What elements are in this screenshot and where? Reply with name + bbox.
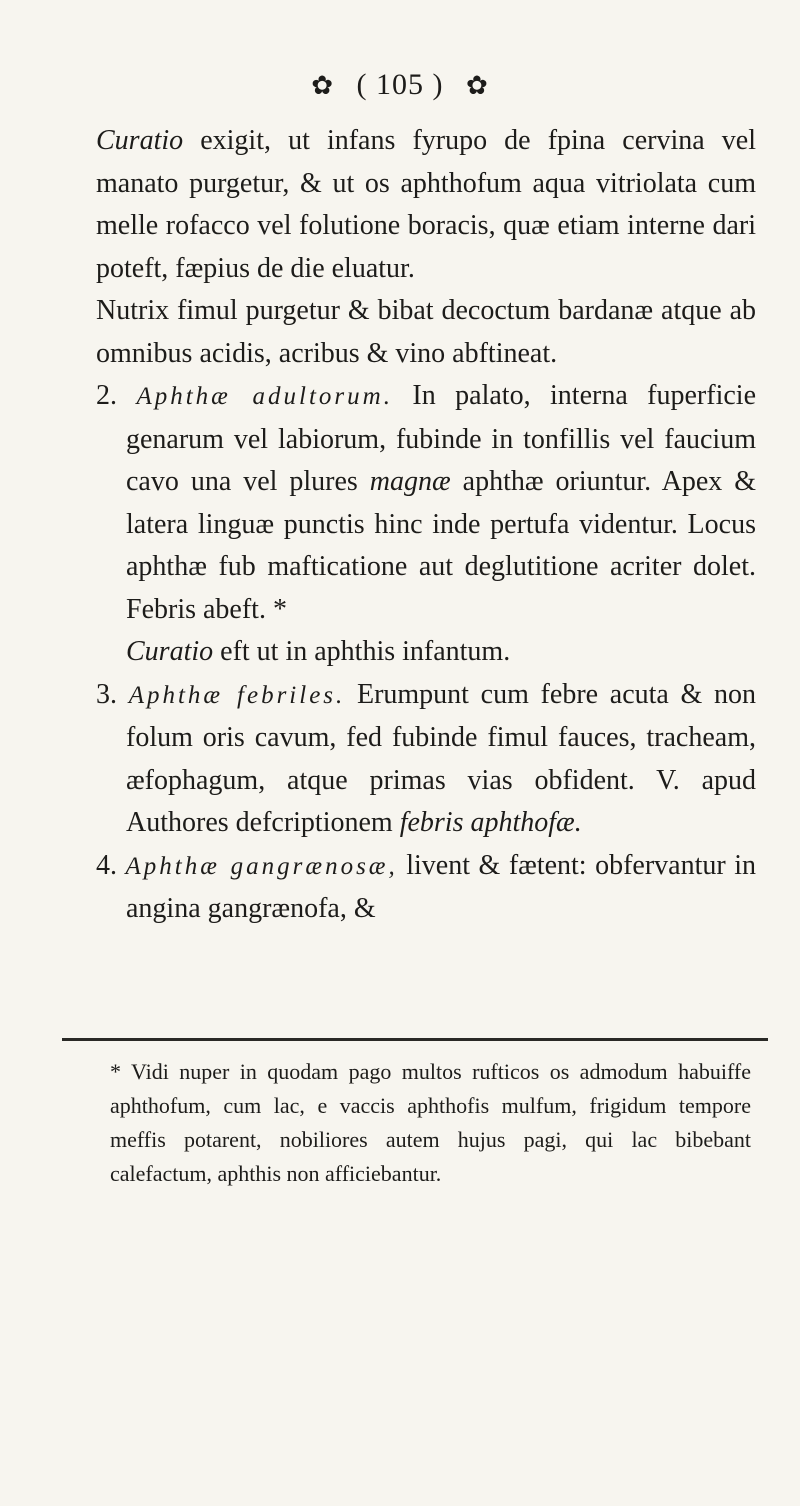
ornament-left-icon: ✿ <box>311 71 334 100</box>
emphasis-text: magnæ <box>369 466 451 497</box>
footnote-marker: * <box>110 1059 121 1084</box>
paragraph-aphthae-adultorum <box>96 375 756 631</box>
section-number: 4. <box>96 849 117 881</box>
paragraph-aphthae-febriles <box>96 674 756 845</box>
paragraph-text: Erumpunt cum febre acuta & non folum oris cavum, fed fubinde fimul fauces, tracheam, æfophagum, atque primas vias obfident. V. apud Authores defcriptionem <box>126 678 756 838</box>
section-title: Aphthæ febriles. <box>128 681 346 709</box>
ornament-right-icon: ✿ <box>465 71 489 100</box>
footnote-divider <box>62 1038 768 1041</box>
page-header <box>0 68 800 102</box>
emphasis-text: febris aphthofæ. <box>399 807 582 838</box>
paragraph-text: exigit, ut infans fyrupo de fpina cervina vel manato purgetur, & ut os aphthofum aqua vitriolata cum melle rofacco vel folutione boracis, quæ etiam interne dari poteft, fæpius de die eluatur. <box>96 125 756 284</box>
section-number: 3. <box>96 678 117 710</box>
curatio-label: Curatio <box>126 636 214 667</box>
paragraph-text: eft ut in aphthis infantum. <box>213 636 511 667</box>
footnote <box>86 1055 751 1191</box>
paragraph-curatio-infantum <box>96 120 756 290</box>
paragraph-aphthae-gangraenosae <box>96 845 756 931</box>
section-title: Aphthæ adultorum. <box>136 383 393 410</box>
paragraph-text: livent & fætent: obfervantur in angina gangrænofa, & <box>126 849 756 924</box>
main-text <box>96 120 756 931</box>
section-number: 2. <box>96 380 117 411</box>
curatio-label: Curatio <box>96 125 184 156</box>
footnote-text: Vidi nuper in quodam pago multos rufticos os admodum habuiffe aphthofum, cum lac, e vaccis aphthofis mulfum, frigidum tempore meffis potarent, nobiliores autem hujus pagi, qui lac bibebant calefactum, aphthis non afficiebantur. <box>110 1059 751 1186</box>
paragraph-curatio-adultorum <box>96 631 756 674</box>
paragraph-nutrix <box>96 290 756 375</box>
section-title: Aphthæ gangrænosæ, <box>125 852 398 880</box>
page-number: ( 105 ) <box>356 68 444 101</box>
footnote-body <box>86 1055 751 1191</box>
paragraph-text: In palato, interna fuperficie genarum vel labiorum, fubinde in tonfillis vel faucium cavo una vel plures <box>126 380 756 497</box>
paragraph-text: aphthæ oriuntur. Apex & latera linguæ punctis hinc inde pertufa videntur. Locus aphthæ fub mafticatione aut deglutitione acriter dolet. Febris abeft. * <box>126 466 756 625</box>
paragraph-text: Nutrix fimul purgetur & bibat decoctum bardanæ atque ab omnibus acidis, acribus & vino abftineat. <box>96 295 756 369</box>
